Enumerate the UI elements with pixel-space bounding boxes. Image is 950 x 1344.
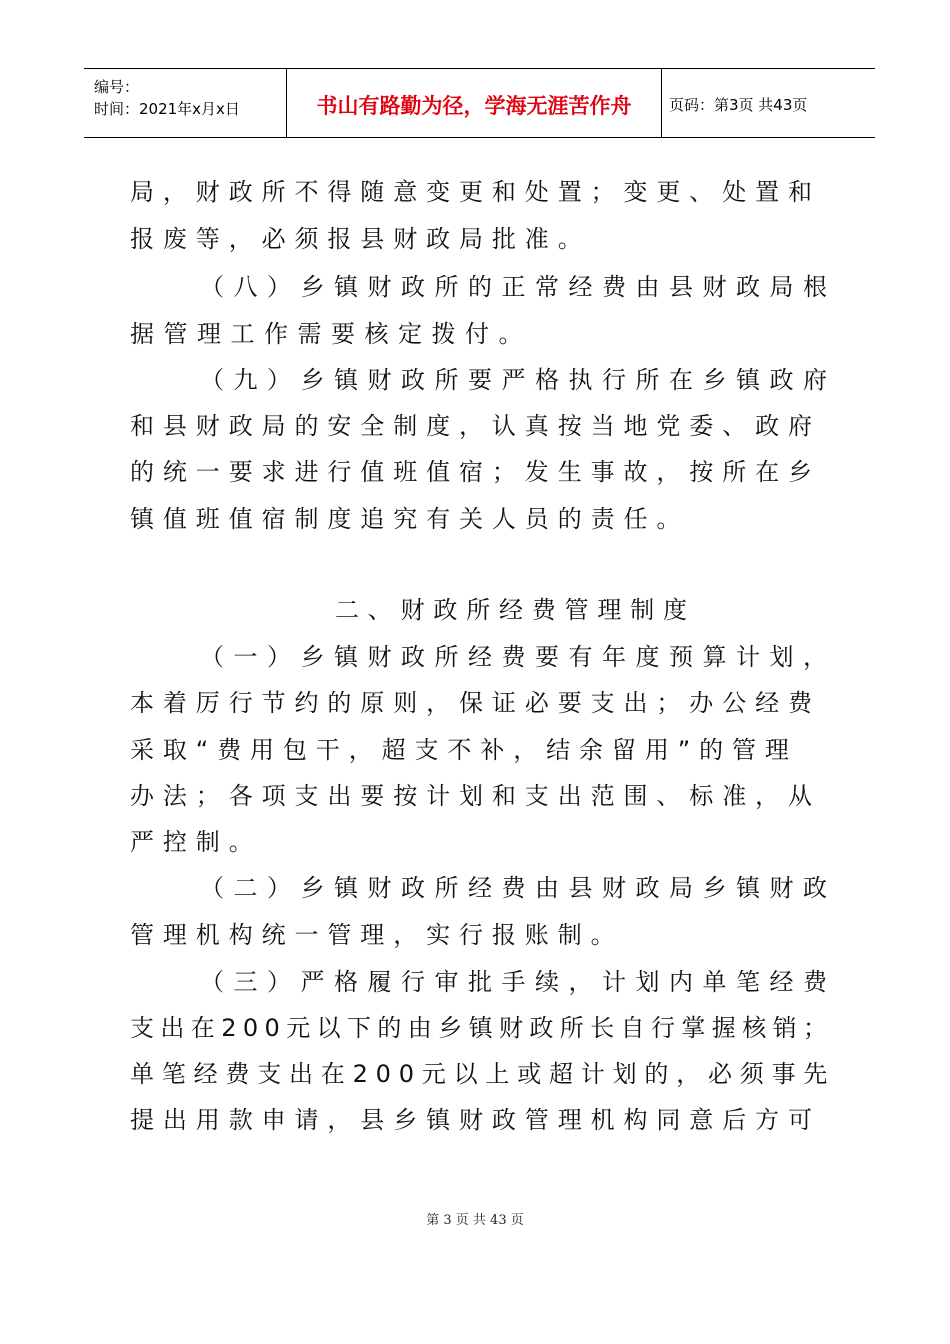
header-page-cell xyxy=(661,69,875,137)
paragraph-line: 管理机构统一管理，实行报账制。 xyxy=(130,921,624,949)
paragraph-line: 采取“费用包干，超支不补，结余留用”的管理 xyxy=(130,736,798,764)
paragraph-line: （九）乡镇财政所要严格执行所在乡镇政府 xyxy=(200,366,837,394)
paragraph-line: 和县财政局的安全制度，认真按当地党委、政府 xyxy=(130,412,821,440)
document-time-label: 时间：2021年x月x日 xyxy=(94,100,240,118)
paragraph-line: （一）乡镇财政所经费要有年度预算计划， xyxy=(200,643,837,671)
document-header xyxy=(84,68,875,138)
paragraph-line: 报废等，必须报县财政局批准。 xyxy=(130,225,591,253)
document-number-label: 编号： xyxy=(94,78,140,96)
paragraph-line: 据管理工作需要核定拨付。 xyxy=(130,320,532,348)
paragraph-line: （八）乡镇财政所的正常经费由县财政局根 xyxy=(200,273,837,301)
header-motto: 书山有路勤为径，学海无涯苦作舟 xyxy=(316,94,632,118)
paragraph-line: 的统一要求进行值班值宿；发生事故，按所在乡 xyxy=(130,458,821,486)
paragraph-line: 办法；各项支出要按计划和支出范围、标准，从 xyxy=(130,782,821,810)
header-page-label: 页码：第3页 共43页 xyxy=(669,96,808,114)
paragraph-line: 镇值班值宿制度追究有关人员的责任。 xyxy=(130,505,690,533)
paragraph-line: 支出在200元以下的由乡镇财政所长自行掌握核销； xyxy=(130,1014,834,1042)
section-heading: 二、财政所经费管理制度 xyxy=(335,596,696,624)
paragraph-line: 提出用款申请，县乡镇财政管理机构同意后方可 xyxy=(130,1106,821,1134)
paragraph-line: 单笔经费支出在200元以上或超计划的，必须事先 xyxy=(130,1060,836,1088)
page-footer: 第 3 页 共 43 页 xyxy=(426,1213,524,1228)
paragraph-line: 局，财政所不得随意变更和处置；变更、处置和 xyxy=(130,178,821,206)
paragraph-line: 本着厉行节约的原则，保证必要支出；办公经费 xyxy=(130,689,821,717)
paragraph-line: （三）严格履行审批手续，计划内单笔经费 xyxy=(200,968,837,996)
paragraph-line: （二）乡镇财政所经费由县财政局乡镇财政 xyxy=(200,874,837,902)
header-meta-cell xyxy=(84,69,286,137)
paragraph-line: 严控制。 xyxy=(130,828,262,856)
header-motto-cell xyxy=(286,69,662,137)
